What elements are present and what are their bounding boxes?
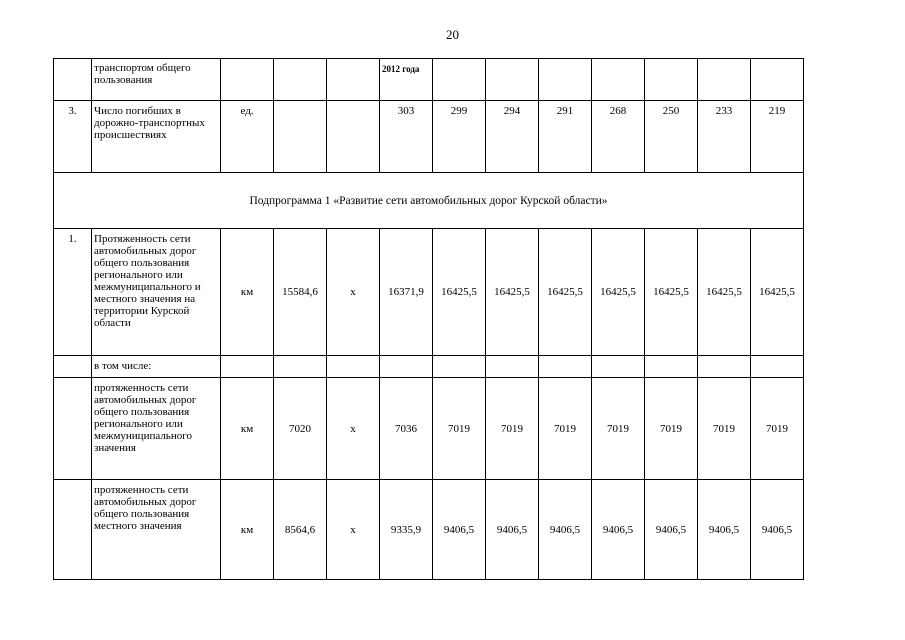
cell-value <box>645 356 698 378</box>
cell-value: 9406,5 <box>751 480 804 580</box>
cell-value <box>698 59 751 101</box>
cell-value <box>274 59 327 101</box>
table-row <box>54 378 804 480</box>
table-row <box>54 59 804 101</box>
cell-value <box>592 356 645 378</box>
cell-value: 15584,6 <box>274 229 327 356</box>
cell-value: х <box>327 229 380 356</box>
cell-value <box>327 59 380 101</box>
cell-value <box>486 59 539 101</box>
cell-value: 7019 <box>433 378 486 480</box>
cell-value: 7019 <box>645 378 698 480</box>
cell-num <box>54 356 92 378</box>
cell-value <box>433 59 486 101</box>
cell-unit: км <box>221 378 274 480</box>
table-row <box>54 173 804 229</box>
cell-num <box>54 59 92 101</box>
cell-value: 7019 <box>486 378 539 480</box>
cell-value <box>751 59 804 101</box>
cell-value <box>327 101 380 173</box>
cell-value: 16425,5 <box>539 229 592 356</box>
cell-value: 16425,5 <box>698 229 751 356</box>
subprogram-heading: Подпрограмма 1 «Развитие сети автомобильных дорог Курской области» <box>54 173 804 229</box>
cell-value: 9335,9 <box>380 480 433 580</box>
cell-value: 7020 <box>274 378 327 480</box>
cell-value <box>433 356 486 378</box>
cell-value: 9406,5 <box>539 480 592 580</box>
table-row <box>54 480 804 580</box>
cell-unit: км <box>221 229 274 356</box>
cell-value <box>486 356 539 378</box>
cell-value: х <box>327 480 380 580</box>
cell-indicator: транспортом общего пользования <box>92 59 221 101</box>
cell-value: 219 <box>751 101 804 173</box>
cell-unit <box>221 356 274 378</box>
cell-indicator: Число погибших в дорожно-транспортных происшествиях <box>92 101 221 173</box>
cell-value: х <box>327 378 380 480</box>
cell-value: 9406,5 <box>486 480 539 580</box>
cell-value: 9406,5 <box>433 480 486 580</box>
cell-unit: ед. <box>221 101 274 173</box>
cell-value <box>327 356 380 378</box>
cell-unit: км <box>221 480 274 580</box>
cell-value: 291 <box>539 101 592 173</box>
table-row <box>54 229 804 356</box>
cell-value <box>539 356 592 378</box>
table-row <box>54 356 804 378</box>
cell-num <box>54 378 92 480</box>
cell-value <box>751 356 804 378</box>
cell-value: 299 <box>433 101 486 173</box>
cell-value: 2012 года <box>380 59 433 101</box>
cell-value: 16371,9 <box>380 229 433 356</box>
cell-value: 16425,5 <box>433 229 486 356</box>
indicators-table <box>53 58 804 580</box>
cell-unit <box>221 59 274 101</box>
cell-value: 16425,5 <box>592 229 645 356</box>
cell-value <box>274 101 327 173</box>
cell-value: 7036 <box>380 378 433 480</box>
cell-value <box>592 59 645 101</box>
cell-value <box>380 356 433 378</box>
cell-num: 3. <box>54 101 92 173</box>
cell-value <box>645 59 698 101</box>
cell-indicator: протяженность сети автомобильных дорог общего пользования местного значения <box>92 480 221 580</box>
cell-value: 294 <box>486 101 539 173</box>
cell-value: 9406,5 <box>698 480 751 580</box>
cell-value: 7019 <box>698 378 751 480</box>
cell-value <box>274 356 327 378</box>
cell-value: 250 <box>645 101 698 173</box>
cell-indicator: Протяженность сети автомобильных дорог общего пользования регионального или межмуниципального и местного значения на территории Курской области <box>92 229 221 356</box>
cell-value: 16425,5 <box>751 229 804 356</box>
cell-value: 9406,5 <box>592 480 645 580</box>
cell-value: 7019 <box>751 378 804 480</box>
cell-value: 8564,6 <box>274 480 327 580</box>
cell-num: 1. <box>54 229 92 356</box>
cell-value: 268 <box>592 101 645 173</box>
cell-value: 9406,5 <box>645 480 698 580</box>
cell-value <box>539 59 592 101</box>
cell-value: 7019 <box>539 378 592 480</box>
cell-value: 303 <box>380 101 433 173</box>
cell-num <box>54 480 92 580</box>
cell-value: 16425,5 <box>486 229 539 356</box>
cell-value: 7019 <box>592 378 645 480</box>
page-number: 20 <box>446 27 459 42</box>
cell-indicator: в том числе: <box>92 356 221 378</box>
cell-value: 233 <box>698 101 751 173</box>
cell-value <box>698 356 751 378</box>
cell-value: 16425,5 <box>645 229 698 356</box>
table-row <box>54 101 804 173</box>
cell-indicator: протяженность сети автомобильных дорог общего пользования регионального или межмуниципального значения <box>92 378 221 480</box>
